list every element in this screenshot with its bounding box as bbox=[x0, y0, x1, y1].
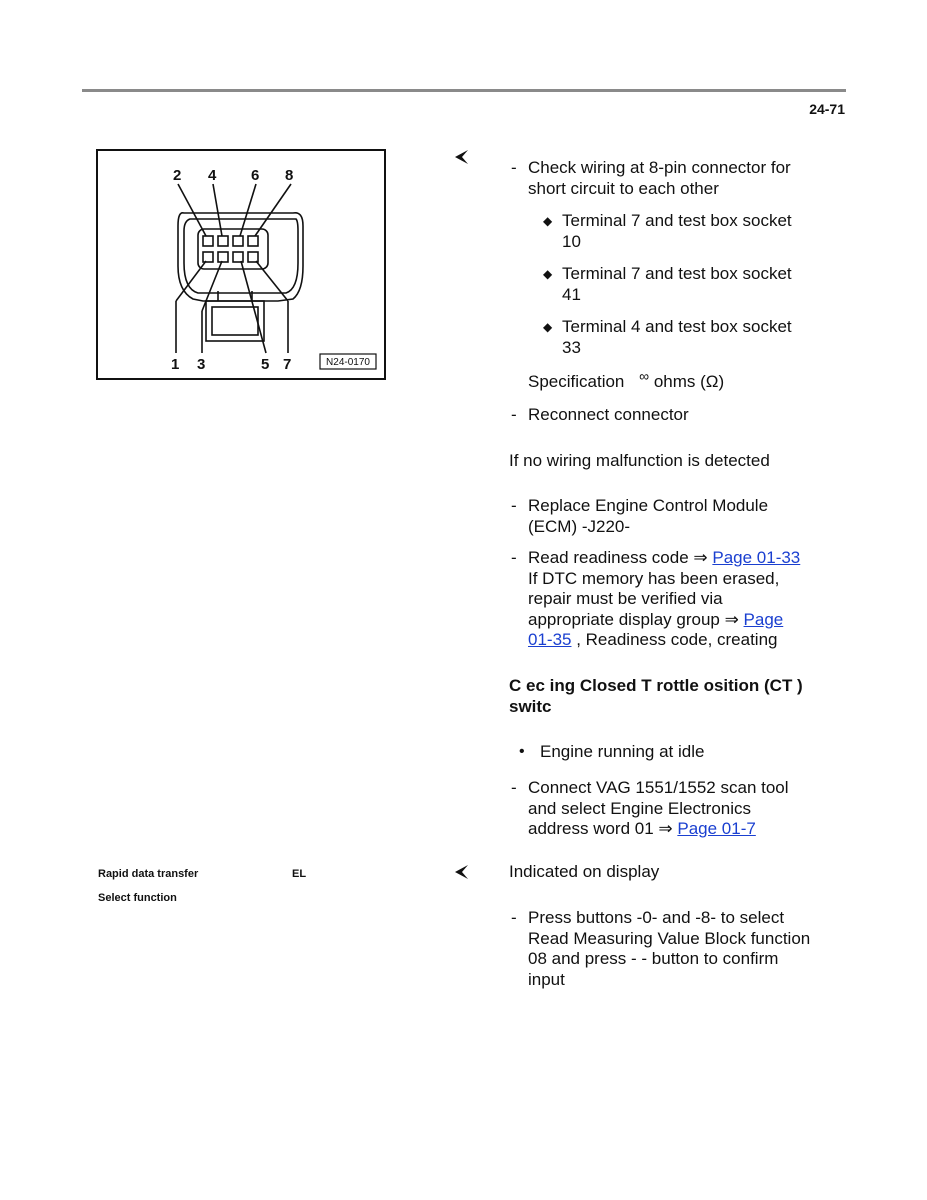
pin-label-bottom: 1 bbox=[171, 356, 180, 373]
step-text: Reconnect connector bbox=[528, 405, 689, 424]
link-page-01-33[interactable]: Page 01-33 bbox=[712, 548, 801, 567]
connector-diagram bbox=[98, 151, 384, 378]
condition-bullet: • Engine running at idle bbox=[519, 742, 705, 761]
step-connect-scan-tool: - Connect VAG 1551/1552 scan tool and select Engine Electronics address word 01 ⇒ Page 01-7 bbox=[511, 778, 789, 838]
condition-text: If no wiring malfunction is detected bbox=[509, 451, 770, 470]
pin-label-top: 8 bbox=[285, 167, 294, 184]
connector-figure bbox=[96, 149, 386, 380]
dot-bullet-icon: • bbox=[519, 743, 525, 760]
section-heading: C ec ing Closed T rottle osition (CT ) switc bbox=[509, 676, 803, 716]
sub-item-text: Terminal 7 and test box socket 41 bbox=[562, 264, 792, 304]
link-page-01-35[interactable]: Page 01-35 bbox=[528, 609, 784, 649]
diamond-bullet-icon: ◆ bbox=[543, 320, 553, 334]
page-number: 24-71 bbox=[809, 101, 845, 117]
step-text: Press buttons -0- and -8- to select Read Measuring Value Block function 08 and press - - button to confirm input bbox=[528, 908, 811, 989]
pin-label-bottom: 5 bbox=[261, 356, 270, 373]
step-reconnect: - Reconnect connector bbox=[511, 405, 811, 426]
pin-label-top: 6 bbox=[251, 167, 260, 184]
pointer-arrow-icon bbox=[453, 148, 471, 171]
step-readiness: - Read readiness code ⇒ Page 01-33 If DTC memory has been erased, repair must be verified via appropriate display group ⇒ Page 01-35 , Readiness code, creating bbox=[511, 548, 801, 649]
step-press-buttons: - Press buttons -0- and -8- to select Read Measuring Value Block function 08 and press - - button to confirm input bbox=[511, 908, 811, 989]
pin-label-top: 4 bbox=[208, 167, 217, 184]
display-line1-right: EL bbox=[292, 868, 307, 880]
pin-label-bottom: 3 bbox=[197, 356, 206, 373]
step-text: Check wiring at 8-pin connector for short circuit to each other bbox=[528, 158, 791, 198]
diamond-bullet-icon: ◆ bbox=[543, 267, 553, 281]
pin-label-top: 2 bbox=[173, 167, 182, 184]
display-line2: Select function bbox=[98, 892, 177, 904]
sub-item-text: Terminal 7 and test box socket 10 bbox=[562, 211, 792, 251]
sub-item bbox=[543, 211, 813, 252]
header-rule bbox=[82, 89, 846, 92]
sub-item bbox=[543, 264, 813, 305]
link-page-01-7[interactable]: Page 01-7 bbox=[677, 819, 756, 838]
display-line1-left: Rapid data transfer bbox=[98, 868, 199, 880]
specification bbox=[528, 368, 725, 393]
step-replace-ecm: - Replace Engine Control Module (ECM) -J220- bbox=[511, 496, 811, 537]
figure-id: N24-0170 bbox=[326, 357, 370, 368]
spec-unit: ohms (Ω) bbox=[653, 372, 725, 391]
infinity-symbol: ∞ bbox=[639, 368, 650, 384]
spec-label: Specification bbox=[528, 372, 625, 391]
pin-label-bottom: 7 bbox=[283, 356, 292, 373]
sub-item-text: Terminal 4 and test box socket 33 bbox=[562, 317, 792, 357]
indicated-on-display: Indicated on display bbox=[509, 862, 660, 881]
diamond-bullet-icon: ◆ bbox=[543, 214, 553, 228]
pointer-arrow-icon bbox=[453, 863, 471, 886]
step-text: Replace Engine Control Module (ECM) -J220- bbox=[528, 496, 769, 536]
step-check-wiring: - Check wiring at 8-pin connector for short circuit to each other bbox=[511, 158, 811, 199]
sub-item bbox=[543, 317, 813, 358]
